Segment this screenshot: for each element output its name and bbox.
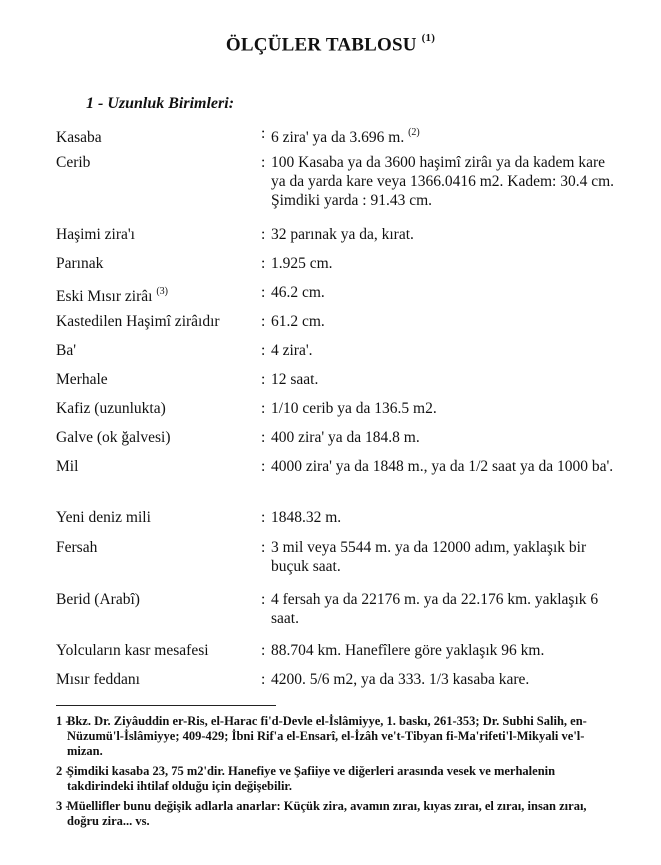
footnote — [56, 764, 612, 794]
unit-term: Ba' — [56, 342, 77, 359]
title-footnote-ref: (1) — [421, 32, 436, 44]
footnote — [56, 714, 612, 759]
unit-term: Mil — [56, 458, 79, 475]
footnote-divider — [56, 705, 276, 706]
footnote-text: Bkz. Dr. Ziyâuddin er-Ris, el-Harac fi'd-Devle el-İslâmiyye, 1. baskı, 261-353; Dr. Subhi Salih, en-Nüzumü'l-İslâmiyye; 409-429; İbni Rif'a el-Ensarî, el-İzâh ve't-Tibyan fi-Ma'rifeti'l-Mikyali ve'l-mizan. — [67, 714, 587, 758]
unit-definition: : 4 zira'. — [261, 342, 313, 359]
unit-definition: : 4200. 5/6 m2, ya da 333. 1/3 kasaba kare. — [261, 671, 530, 688]
unit-term: Kafiz (uzunlukta) — [56, 400, 166, 417]
unit-definition: : 1848.32 m. — [261, 509, 342, 526]
unit-definition: : 32 parınak ya da, kırat. — [261, 226, 414, 243]
unit-definition: : 88.704 km. Hanefîlere göre yaklaşık 96 km. — [261, 642, 545, 659]
footnotes — [56, 714, 612, 834]
unit-term: Kasaba — [56, 129, 102, 147]
footnote-text: Şimdiki kasaba 23, 75 m2'dir. Hanefiye ve Şafiiye ve diğerleri arasında vesek ve merhalenin takdirindeki ihtilaf olduğu için değişebilir. — [67, 764, 556, 793]
unit-term: Fersah — [56, 539, 98, 556]
unit-term: Cerib — [56, 154, 91, 171]
footnote-number: 2 - — [56, 764, 70, 778]
footnote — [56, 799, 612, 829]
unit-definition: : 1.925 cm. — [261, 255, 333, 272]
unit-term: Galve (ok ğalvesi) — [56, 429, 171, 446]
unit-definition: : 400 zira' ya da 184.8 m. — [261, 429, 420, 446]
unit-definition: : 46.2 cm. — [261, 284, 325, 301]
unit-definition: : 6 zira' ya da 3.696 m. $^{(2)}$ — [261, 125, 420, 147]
page-title — [0, 34, 661, 56]
unit-definition: : 12 saat. — [261, 371, 319, 388]
unit-term: Berid (Arabî) — [56, 591, 140, 608]
title-text: ÖLÇÜLER TABLOSU — [225, 34, 417, 56]
unit-term: Yolcuların kasr mesafesi — [56, 642, 209, 659]
unit-definition: : 1/10 cerib ya da 136.5 m2. — [261, 400, 437, 417]
unit-term: Merhale — [56, 371, 108, 388]
unit-definition: : 3 mil veya 5544 m. ya da 12000 adım, yaklaşık bir buçuk saat. — [261, 539, 587, 575]
unit-term: Yeni deniz mili — [56, 509, 151, 526]
footnote-number: 1 - — [56, 714, 70, 728]
unit-term: Eski Mısır zirâı $^{(3)}$ — [56, 286, 168, 306]
footnote-text: Müellifler bunu değişik adlarla anarlar: Küçük zira, avamın zıraı, kıyas zıraı, el zıraı, insan zıraı, doğru zira... vs. — [67, 799, 587, 828]
unit-definition: : 4 fersah ya da 22176 m. ya da 22.176 km. yaklaşık 6 saat. — [261, 591, 599, 627]
unit-term: Kastedilen Haşimî zirâıdır — [56, 313, 220, 330]
unit-term: Parınak — [56, 255, 104, 272]
unit-definition: : 61.2 cm. — [261, 313, 325, 330]
unit-definition: : 4000 zira' ya da 1848 m., ya da 1/2 saat ya da 1000 ba'. — [261, 458, 614, 475]
unit-definition: : 100 Kasaba ya da 3600 haşimî zirâı ya da kadem kare ya da yarda kare veya 1366.0416 m2. Kadem: 30.4 cm. Şimdiki yarda : 91.43 cm. — [261, 154, 615, 209]
footnote-number: 3 - — [56, 799, 70, 813]
unit-term: Mısır feddanı — [56, 671, 140, 688]
section-heading: 1 - Uzunluk Birimleri: — [86, 95, 235, 112]
unit-term: Haşimi zira'ı — [56, 226, 135, 243]
